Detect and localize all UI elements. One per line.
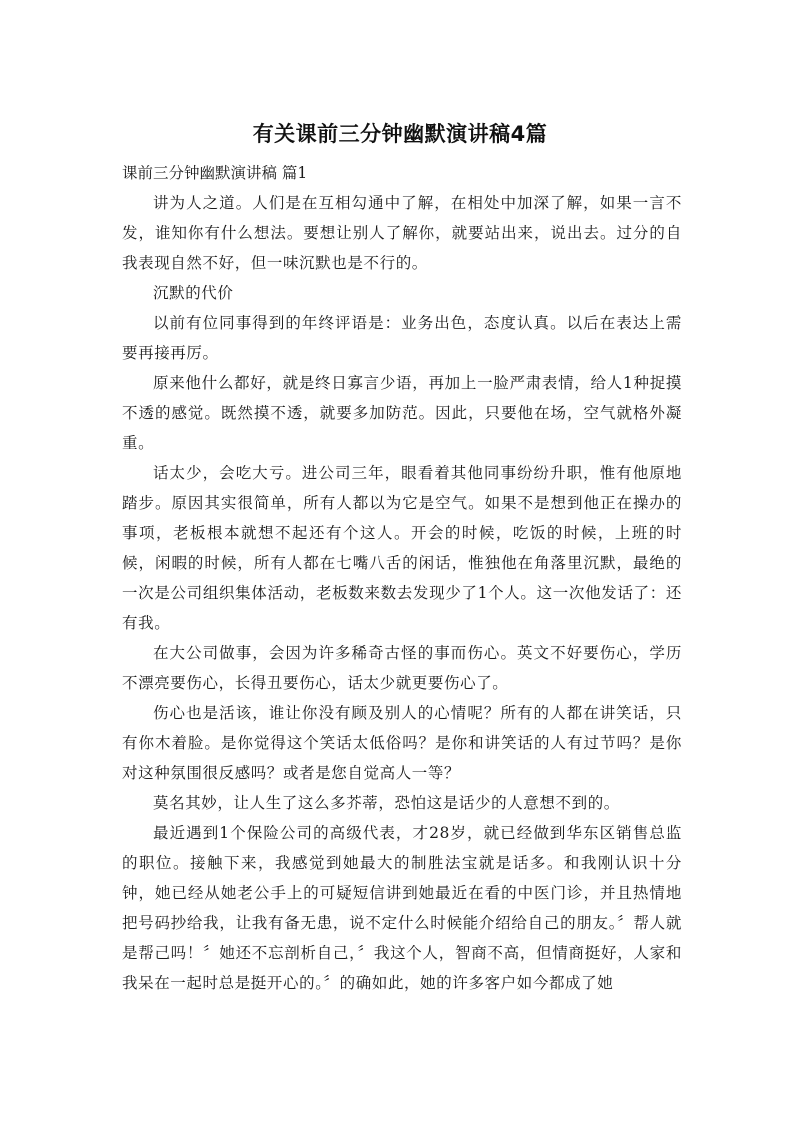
section-heading: 课前三分钟幽默演讲稿 篇1 [122, 164, 308, 182]
paragraph-subheading: 沉默的代价 [153, 284, 234, 302]
paragraph: 在大公司做事，会因为许多稀奇古怪的事而伤心。英文不好要伤心，学历不漂亮要伤心，长得丑要伤心，话太少就更要伤心了。 [122, 644, 682, 692]
document-title: 有关课前三分钟幽默演讲稿4篇 [252, 122, 548, 146]
paragraph: 最近遇到1个保险公司的高级代表，才28岁，就已经做到华东区销售总监的职位。接触下来，我感觉到她最大的制胜法宝就是话多。和我刚认识十分钟，她已经从她老公手上的可疑短信讲到她最近在看的中医门诊，并且热情地把号码抄给我，让我有备无患，说不定什么时候能介绍给自己的朋友。〞帮人就是帮己吗！〞她还不忘剖析自己，〞我这个人，智商不高，但情商挺好，人家和我呆在一起时总是挺开心的。〞的确如此，她的许多客户如今都成了她 [122, 824, 682, 992]
paragraph: 伤心也是活该，谁让你没有顾及别人的心情呢？所有的人都在讲笑话，只有你木着脸。是你觉得这个笑话太低俗吗？是你和讲笑话的人有过节吗？是你对这种氛围很反感吗？或者是您自觉高人一等？ [122, 704, 682, 782]
paragraph: 莫名其妙，让人生了这么多芥蒂，恐怕这是话少的人意想不到的。 [153, 794, 620, 812]
paragraph: 话太少，会吃大亏。进公司三年，眼看着其他同事纷纷升职，惟有他原地踏步。原因其实很简单，所有人都以为它是空气。如果不是想到他正在操办的事项，老板根本就想不起还有个这人。开会的时候，吃饭的时候，上班的时候，闲暇的时候，所有人都在七嘴八舌的闲话，惟独他在角落里沉默，最绝的一次是公司组织集体活动，老板数来数去发现少了1个人。这一次他发话了：还有我。 [122, 464, 682, 632]
paragraph: 原来他什么都好，就是终日寡言少语，再加上一脸严肃表情，给人1种捉摸不透的感觉。既然摸不透，就要多加防范。因此，只要他在场，空气就格外凝重。 [122, 374, 682, 452]
paragraph: 讲为人之道。人们是在互相勾通中了解，在相处中加深了解，如果一言不发，谁知你有什么想法。要想让别人了解你，就要站出来，说出去。过分的自我表现自然不好，但一味沉默也是不行的。 [122, 194, 682, 272]
paragraph: 以前有位同事得到的年终评语是：业务出色，态度认真。以后在表达上需要再接再厉。 [122, 314, 682, 362]
document-body [122, 188, 682, 998]
